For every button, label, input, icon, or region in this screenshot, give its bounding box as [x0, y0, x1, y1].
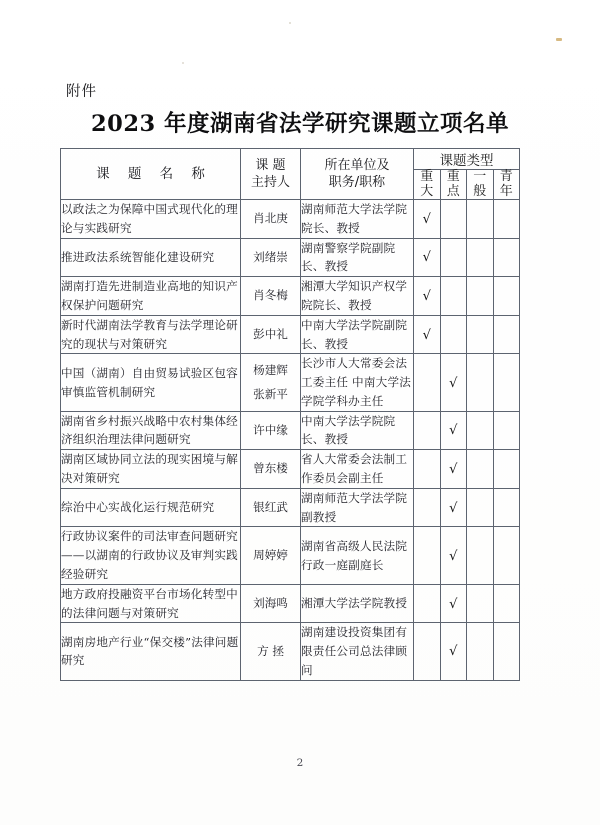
- cell-host: [241, 450, 301, 489]
- scan-artifact-speck: [182, 62, 184, 64]
- cell-type-youth: [493, 623, 520, 680]
- check-icon: √: [449, 548, 458, 564]
- column-header-type-youth: [493, 170, 520, 200]
- column-header-org-line2: 职务/职称: [328, 175, 386, 191]
- cell-type-youth: [493, 450, 520, 489]
- cell-type-general: [467, 584, 494, 623]
- check-icon: √: [422, 250, 431, 266]
- check-icon: √: [422, 327, 431, 343]
- cell-organization: 湖南师范大学法学院副教授: [301, 488, 414, 527]
- cell-type-general: [467, 488, 494, 527]
- column-header-type-major: [414, 170, 441, 200]
- cell-type-key: [440, 488, 467, 527]
- table-row: [61, 584, 520, 623]
- check-icon: √: [449, 500, 458, 516]
- cell-organization: 中南大学法学院院长、教授: [301, 411, 414, 450]
- host-name: 刘海鸣: [253, 595, 288, 610]
- cell-type-major: [414, 238, 441, 277]
- host-name: 曾东楼: [253, 461, 288, 476]
- cell-organization: 省人大常委会法制工作委员会副主任: [301, 450, 414, 489]
- cell-type-major: [414, 488, 441, 527]
- column-header-host-line2: 主持人: [250, 175, 290, 191]
- host-name: 肖冬梅: [253, 288, 288, 303]
- cell-type-general: [467, 623, 494, 680]
- host-name: 彭中礼: [253, 326, 288, 341]
- cell-type-key: [440, 200, 467, 239]
- cell-host: [241, 584, 301, 623]
- cell-type-major: [414, 584, 441, 623]
- cell-host: [241, 623, 301, 680]
- project-list-table: [60, 148, 520, 681]
- cell-type-major: [414, 354, 441, 411]
- page-title: 2023 年度湖南省法学研究课题立项名单: [91, 111, 509, 137]
- column-header-organization: [301, 149, 414, 200]
- cell-type-major: [414, 527, 441, 584]
- cell-host: [241, 488, 301, 527]
- cell-subject-title: 湖南房地产行业“保交楼”法律问题研究: [61, 623, 241, 680]
- cell-organization: 湘潭大学知识产权学院院长、教授: [301, 277, 414, 316]
- cell-subject-title: 行政协议案件的司法审查问题研究——以湖南的行政协议及审判实践经验研究: [61, 527, 241, 584]
- check-icon: √: [449, 596, 458, 612]
- check-icon: √: [422, 211, 431, 227]
- host-name: 张新平: [253, 386, 288, 401]
- column-header-subject-name-label: 课 题 名 称: [96, 165, 212, 182]
- cell-type-key: [440, 411, 467, 450]
- cell-type-major: [414, 315, 441, 354]
- cell-type-major: [414, 623, 441, 680]
- cell-subject-title: 综治中心实战化运行规范研究: [61, 488, 241, 527]
- cell-organization: 长沙市人大常委会法工委主任 中南大学法学院学科办主任: [301, 354, 414, 411]
- cell-type-general: [467, 354, 494, 411]
- cell-type-key: [440, 238, 467, 277]
- table-row: [61, 488, 520, 527]
- host-name: 周婷婷: [253, 547, 288, 562]
- column-header-type-general-char2: 般: [473, 183, 487, 199]
- cell-type-major: [414, 277, 441, 316]
- host-name: 银红武: [253, 500, 288, 514]
- column-header-type-key-char2: 点: [446, 183, 460, 199]
- cell-subject-title: 湖南省乡村振兴战略中农村集体经济组织治理法律问题研究: [61, 411, 241, 450]
- column-header-host: [241, 149, 301, 200]
- table-body: [61, 200, 520, 681]
- cell-type-general: [467, 238, 494, 277]
- cell-type-key: [440, 315, 467, 354]
- attachment-label: 附件: [66, 84, 97, 100]
- cell-type-key: [440, 623, 467, 680]
- column-header-type-key: [440, 170, 467, 200]
- host-name: 方 拯: [257, 643, 284, 658]
- table-row: [61, 315, 520, 354]
- check-icon: √: [422, 289, 431, 304]
- cell-type-youth: [493, 354, 520, 411]
- cell-type-general: [467, 527, 494, 584]
- cell-type-general: [467, 450, 494, 489]
- cell-type-general: [467, 411, 494, 450]
- column-header-type-major-char2: 大: [420, 183, 434, 199]
- cell-organization: 湖南省高级人民法院行政一庭副庭长: [301, 527, 414, 584]
- cell-type-youth: [493, 527, 520, 584]
- table-row: [61, 277, 520, 316]
- cell-subject-title: 地方政府投融资平台市场化转型中的法律问题与对策研究: [61, 584, 241, 623]
- table-header: [61, 149, 520, 200]
- column-header-type-youth-char1: 青: [499, 169, 513, 184]
- table-row: [61, 200, 520, 239]
- cell-type-youth: [493, 411, 520, 450]
- column-header-org-line1: 所在单位及: [324, 157, 390, 173]
- cell-host: [241, 315, 301, 354]
- cell-subject-title: 以政法之为保障中国式现代化的理论与实践研究: [61, 200, 241, 239]
- cell-host: [241, 200, 301, 239]
- cell-subject-title: 新时代湖南法学教育与法学理论研究的现状与对策研究: [61, 315, 241, 354]
- cell-organization: 湘潭大学法学院教授: [301, 584, 414, 623]
- cell-type-key: [440, 354, 467, 411]
- column-header-type-group: 课题类型: [414, 149, 520, 170]
- scan-artifact-speck: [289, 22, 291, 24]
- cell-host: [241, 354, 301, 411]
- check-icon: √: [449, 375, 458, 391]
- cell-host: [241, 277, 301, 316]
- cell-type-key: [440, 527, 467, 584]
- scan-artifact-speck: [556, 38, 562, 41]
- column-header-type-general: [467, 170, 494, 200]
- table-row: [61, 527, 520, 584]
- column-header-type-general-char1: 一: [473, 169, 487, 184]
- cell-subject-title: 推进政法系统智能化建设研究: [61, 238, 241, 277]
- cell-type-general: [467, 277, 494, 316]
- table-row: [61, 623, 520, 680]
- table-header-row-1: [61, 149, 520, 170]
- table-row: [61, 354, 520, 411]
- cell-host: [241, 411, 301, 450]
- cell-type-major: [414, 450, 441, 489]
- cell-type-youth: [493, 277, 520, 316]
- column-header-host-line1: 课 题: [255, 157, 286, 173]
- check-icon: √: [449, 644, 458, 660]
- cell-type-youth: [493, 584, 520, 623]
- cell-organization: 中南大学法学院副院长、教授: [301, 315, 414, 354]
- cell-subject-title: 湖南打造先进制造业高地的知识产权保护问题研究: [61, 277, 241, 316]
- cell-organization: 湖南警察学院副院长、教授: [301, 238, 414, 277]
- host-name: 杨建辉: [253, 363, 288, 378]
- page-number: 2: [296, 757, 304, 769]
- host-name: 许中缘: [253, 422, 288, 437]
- check-icon: √: [449, 462, 458, 478]
- cell-type-youth: [493, 315, 520, 354]
- table-row: [61, 450, 520, 489]
- cell-host: [241, 238, 301, 277]
- cell-organization: 湖南建设投资集团有限责任公司总法律顾问: [301, 623, 414, 680]
- cell-type-major: [414, 411, 441, 450]
- table-row: [61, 238, 520, 277]
- cell-type-youth: [493, 238, 520, 277]
- cell-type-key: [440, 450, 467, 489]
- column-header-type-major-char1: 重: [420, 169, 434, 184]
- column-header-type-youth-char2: 年: [499, 183, 513, 199]
- table-row: [61, 411, 520, 450]
- cell-type-youth: [493, 488, 520, 527]
- column-header-type-key-char1: 重: [446, 169, 460, 184]
- cell-subject-title: 中国（湖南）自由贸易试验区包容审慎监管机制研究: [61, 354, 241, 411]
- cell-organization: 湖南师范大学法学院院长、教授: [301, 200, 414, 239]
- cell-type-general: [467, 315, 494, 354]
- cell-type-key: [440, 584, 467, 623]
- column-header-subject-name: [61, 149, 241, 200]
- cell-type-key: [440, 277, 467, 316]
- cell-type-youth: [493, 200, 520, 239]
- host-name: 肖北庚: [253, 211, 288, 226]
- cell-type-major: [414, 200, 441, 239]
- cell-subject-title: 湖南区域协同立法的现实困境与解决对策研究: [61, 450, 241, 489]
- host-name: 刘绪崇: [253, 249, 288, 264]
- cell-host: [241, 527, 301, 584]
- check-icon: √: [449, 423, 458, 439]
- cell-type-general: [467, 200, 494, 239]
